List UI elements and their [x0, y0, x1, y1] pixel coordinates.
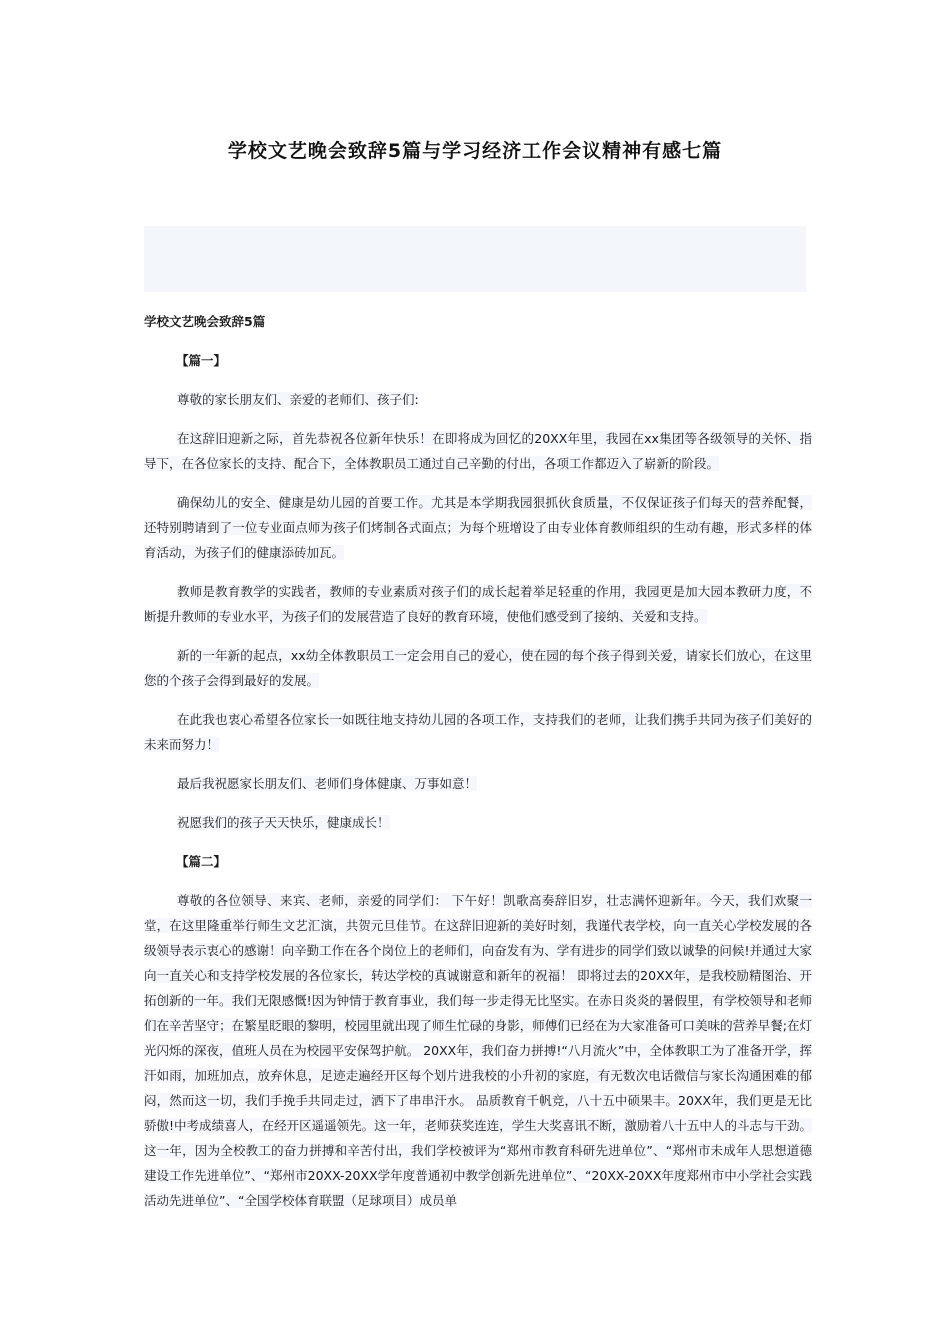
paragraph-text: 在这辞旧迎新之际，首先恭祝各位新年快乐！在即将成为回忆的20XX年里，我园在xx集团等各级领导的关怀、指导下，在各位家长的支持、配合下，全体教职员工通过自己辛勤的付出，各项工作都迈入了崭新的阶段。 [144, 431, 812, 471]
paragraph [144, 490, 812, 565]
paragraph-text: 尊敬的家长朋友们、亲爱的老师们、孩子们: [177, 392, 419, 407]
document-title: 学校文艺晚会致辞5篇与学习经济工作会议精神有感七篇 [227, 140, 723, 162]
paragraph-text: 祝愿我们的孩子天天快乐，健康成长！ [177, 815, 390, 830]
part-heading-2: 【篇二】 [176, 854, 227, 869]
paragraph [144, 888, 812, 1213]
document-body [144, 309, 812, 1227]
paragraph-text: 新的一年新的起点，xx幼全体教职员工一定会用自己的爱心，使在园的每个孩子得到关爱，请家长们放心，在这里您的个孩子会得到最好的发展。 [144, 648, 812, 688]
paragraph-text: 尊敬的各位领导、来宾、老师，亲爱的同学们： 下午好！凯歌高奏辞旧岁，壮志满怀迎新年。今天，我们欢聚一堂，在这里隆重举行师生文艺汇演，共贺元旦佳节。在这辞旧迎新的美好时刻，我谨代表学校，向一直关心学校发展的各级领导表示衷心的感谢！向辛勤工作在各个岗位上的老师们，向奋发有为、学有进步的同学们致以诚挚的问候!并通过大家向一直关心和支持学校发展的各位家长，转达学校的真诚谢意和新年的祝福！ 即将过去的20XX年，是我校励精图治、开拓创新的一年。我们无限感慨!因为钟情于教育事业，我们每一步走得无比坚实。在赤日炎炎的暑假里，有学校领导和老师们在辛苦坚守；在繁星眨眼的黎明，校园里就出现了师生忙碌的身影，师傅们已经在为大家准备可口美味的营养早餐;在灯光闪烁的深夜，值班人员在为校园平安保驾护航。 20XX年，我们奋力拼搏!“八月流火”中，全体教职工为了准备开学，挥汗如雨，加班加点，放弃休息，足迹走遍经开区每个划片进我校的小升初的家庭，有无数次电话微信与家长沟通困难的郁闷，然而这一切，我们手挽手共同走过，洒下了串串汗水。 品质教育千帆竞，八十五中硕果丰。20XX年，我们更是无比骄傲!中考成绩喜人，在经开区遥遥领先。这一年，老师获奖连连，学生大奖喜讯不断，激励着八十五中人的斗志与干劲。这一年，因为全校教工的奋力拼搏和辛苦付出，我们学校被评为“郑州市教育科研先进单位”、“郑州市未成年人思想道德建设工作先进单位”、“郑州市20XX-20XX学年度普通初中教学创新先进单位”、“20XX-20XX年度郑州市中小学社会实践活动先进单位”、“全国学校体育联盟（足球项目）成员单 [144, 893, 812, 1208]
paragraph [144, 810, 812, 835]
part-heading-1: 【篇一】 [176, 353, 227, 368]
paragraph-text: 确保幼儿的安全、健康是幼儿园的首要工作。尤其是本学期我园狠抓伙食质量，不仅保证孩子们每天的营养配餐，还特别聘请到了一位专业面点师为孩子们烤制各式面点；为每个班增设了由专业体育教师组织的生动有趣，形式多样的体育活动，为孩子们的健康添砖加瓦。 [144, 495, 812, 560]
paragraph-text: 在此我也衷心希望各位家长一如既往地支持幼儿园的各项工作，支持我们的老师，让我们携手共同为孩子们美好的未来而努力！ [144, 712, 812, 752]
paragraph [144, 707, 812, 757]
paragraph-text: 教师是教育教学的实践者，教师的专业素质对孩子们的成长起着举足轻重的作用，我园更是加大园本教研力度，不断提升教师的专业水平，为孩子们的发展营造了良好的教育环境，使他们感受到了接纳、关爱和支持。 [144, 584, 812, 624]
section-heading: 学校文艺晚会致辞5篇 [144, 314, 266, 329]
banner-placeholder [144, 226, 806, 292]
paragraph-text: 最后我祝愿家长朋友们、老师们身体健康、万事如意！ [177, 776, 478, 791]
paragraph [144, 771, 812, 796]
paragraph [144, 579, 812, 629]
paragraph [144, 426, 812, 476]
paragraph [144, 643, 812, 693]
paragraph [144, 387, 812, 412]
